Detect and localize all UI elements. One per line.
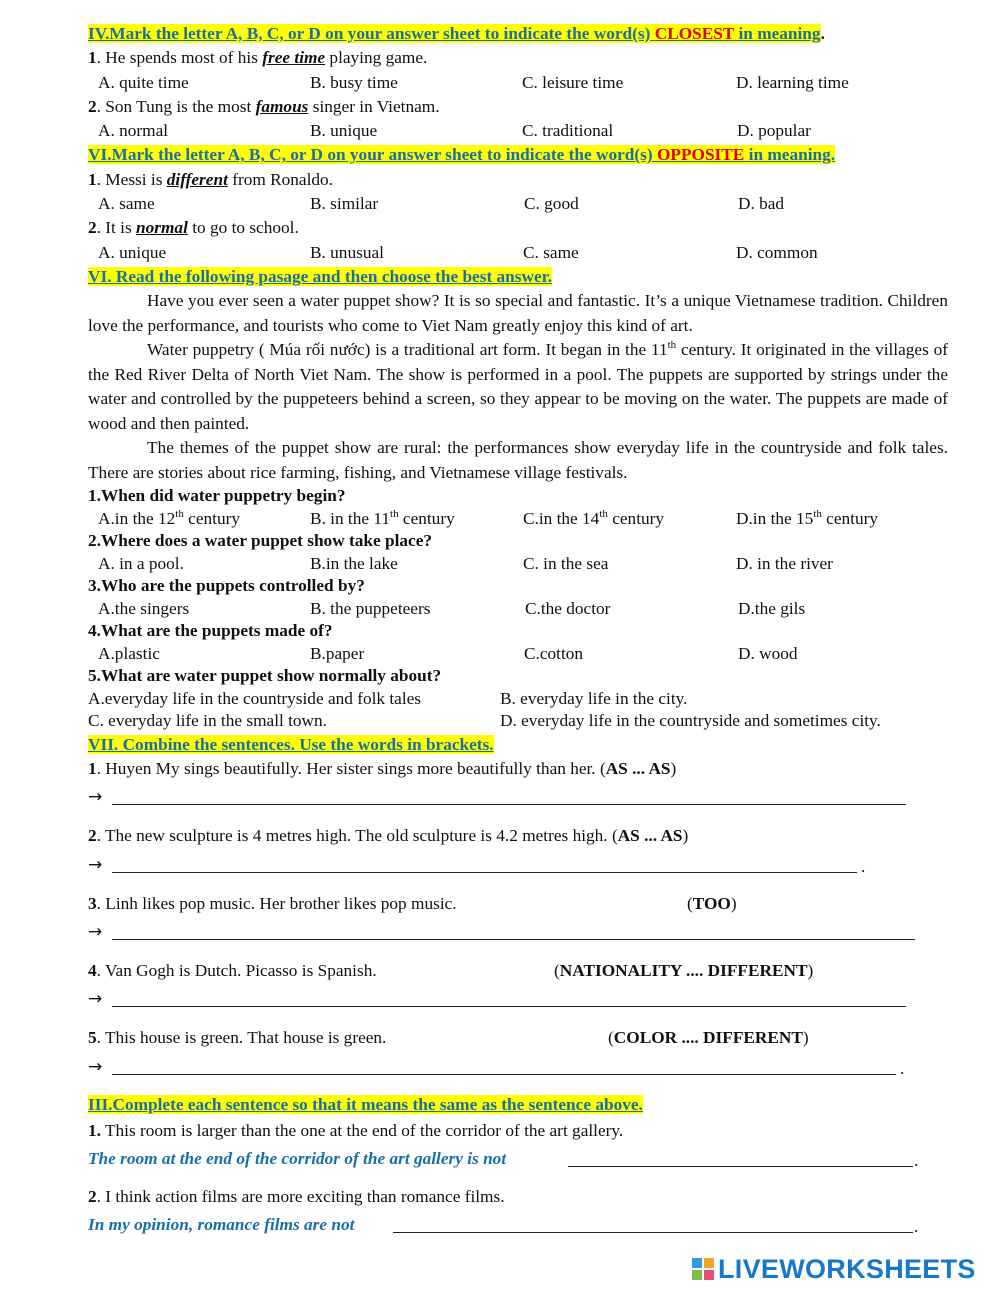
- option-c[interactable]: C.the doctor: [525, 598, 611, 618]
- option-b[interactable]: B. unique: [310, 121, 378, 141]
- answer-blank[interactable]: [112, 939, 915, 940]
- option-d[interactable]: D. common: [736, 242, 818, 262]
- option-d[interactable]: D. wood: [738, 643, 798, 663]
- options-row: [88, 508, 948, 531]
- option-b[interactable]: B. everyday life in the city.: [500, 688, 688, 708]
- answer-line: [88, 781, 948, 815]
- answer-blank[interactable]: [393, 1232, 913, 1233]
- option-d[interactable]: D.the gils: [738, 598, 806, 618]
- reading-question-2: 2.Where does a water puppet show take place?: [88, 531, 433, 551]
- passage-paragraph-1: Have you ever seen a water puppet show? It is so special and fantastic. It’s a unique Vietnamese tradition. Children love the performance, and tourists who come to Viet Nam greatly enjoy this kind of art.: [88, 291, 948, 335]
- section-vi-opposite-title: VI.Mark the letter A, B, C, or D on your answer sheet to indicate the word(s) OPPOSITE in meaning.: [88, 145, 836, 165]
- option-c[interactable]: C.cotton: [524, 643, 584, 663]
- question-text: 2. Son Tung is the most famous singer in Vietnam.: [88, 96, 440, 116]
- option-d[interactable]: D. bad: [738, 194, 785, 214]
- option-a[interactable]: A. in a pool.: [98, 553, 184, 573]
- option-b[interactable]: B. the puppeteers: [310, 598, 431, 618]
- rewrite-item-1: 1. This room is larger than the one at the end of the corridor of the art gallery.: [88, 1120, 624, 1140]
- option-c[interactable]: C. traditional: [522, 121, 614, 141]
- answer-line: [88, 916, 948, 950]
- passage-paragraph-3: The themes of the puppet show are rural: the performances show everyday life in the countryside and folk tales. There are stories about rice farming, fishing, and Vietnamese village festivals.: [88, 438, 948, 482]
- reading-question-3: 3.Who are the puppets controlled by?: [88, 576, 365, 596]
- answer-blank[interactable]: [112, 1006, 906, 1007]
- option-d[interactable]: D. everyday life in the countryside and sometimes city.: [500, 711, 881, 731]
- arrow-right-icon: →: [88, 921, 103, 942]
- reading-question-1: 1.When did water puppetry begin?: [88, 486, 346, 506]
- answer-blank[interactable]: [112, 804, 906, 805]
- arrow-right-icon: →: [88, 787, 103, 808]
- options-row: [88, 119, 948, 143]
- option-c[interactable]: C. leisure time: [522, 72, 624, 92]
- options-row: [88, 598, 948, 621]
- option-a[interactable]: A.everyday life in the countryside and folk tales: [88, 688, 422, 708]
- rewrite-item-2: 2. I think action films are more exciting than romance films.: [88, 1187, 505, 1207]
- option-b[interactable]: B. busy time: [310, 72, 398, 92]
- combine-item-3: 3. Linh likes pop music. Her brother likes pop music. (TOO): [88, 893, 737, 913]
- option-d[interactable]: D. in the river: [736, 553, 833, 573]
- question-text: 1. Messi is different from Ronaldo.: [88, 169, 333, 189]
- option-c[interactable]: C. good: [524, 194, 579, 214]
- combine-item-1: 1. Huyen My sings beautifully. Her sister sings more beautifully than her. (AS ... AS): [88, 759, 677, 779]
- question-text: 1. He spends most of his free time playing game.: [88, 48, 428, 68]
- option-b[interactable]: B. in the 11th century: [310, 508, 455, 528]
- options-row: [88, 192, 948, 216]
- option-a[interactable]: A. quite time: [98, 72, 189, 92]
- arrow-right-icon: →: [88, 1056, 103, 1077]
- option-a[interactable]: A.in the 12th century: [98, 508, 240, 528]
- rewrite-answer-2: In my opinion, romance films are not .: [88, 1215, 919, 1237]
- option-a[interactable]: A. normal: [98, 121, 169, 141]
- options-row: [88, 710, 948, 733]
- reading-question-5: 5.What are water puppet show normally about?: [88, 666, 442, 686]
- answer-line: → .: [88, 1056, 905, 1078]
- option-d[interactable]: D. popular: [737, 121, 811, 141]
- liveworksheets-logo: LIVEWORKSHEETS: [692, 1254, 976, 1284]
- option-c[interactable]: C. same: [523, 242, 579, 262]
- options-row: [88, 241, 948, 265]
- option-c[interactable]: C.in the 14th century: [523, 508, 665, 528]
- rewrite-answer-1: The room at the end of the corridor of the art gallery is not .: [88, 1149, 919, 1171]
- options-row: [88, 553, 948, 576]
- option-c[interactable]: C. in the sea: [523, 553, 609, 573]
- combine-item-2: 2. The new sculpture is 4 metres high. The old sculpture is 4.2 metres high. (AS ... AS): [88, 826, 689, 846]
- options-row: [88, 71, 948, 95]
- option-b[interactable]: B.paper: [310, 643, 365, 663]
- section-iii-title: III.Complete each sentence so that it means the same as the sentence above.: [88, 1094, 643, 1114]
- combine-item-4: 4. Van Gogh is Dutch. Picasso is Spanish. (NATIONALITY .... DIFFERENT): [88, 960, 814, 980]
- option-a[interactable]: A. unique: [98, 242, 167, 262]
- passage-paragraph-2: Water puppetry ( Múa rối nước) is a traditional art form. It began in the 11th century. It originated in the villages of the Red River Delta of North Viet Nam. The show is performed in a pool. The puppets are supported by strings under the water and controlled by the puppeteers behind a screen, so they appear to be moving on the water. The puppets are made of wood and then painted.: [88, 339, 948, 433]
- option-b[interactable]: B. similar: [310, 194, 379, 214]
- options-row: [88, 688, 948, 711]
- answer-blank[interactable]: [112, 872, 857, 873]
- combine-item-5: 5. This house is green. That house is green. (COLOR .... DIFFERENT): [88, 1028, 809, 1048]
- section-iv-title: IV.Mark the letter A, B, C, or D on your answer sheet to indicate the word(s) CLOSEST in meaning.: [88, 24, 825, 43]
- liveworksheets-icon: [692, 1258, 714, 1280]
- option-a[interactable]: A.the singers: [98, 598, 190, 618]
- question-text: 2. It is normal to go to school.: [88, 218, 299, 238]
- arrow-right-icon: →: [88, 989, 103, 1010]
- option-b[interactable]: B.in the lake: [310, 553, 398, 573]
- options-row: [88, 643, 948, 666]
- arrow-right-icon: →: [88, 854, 103, 875]
- answer-blank[interactable]: [112, 1074, 896, 1075]
- option-d[interactable]: D.in the 15th century: [736, 508, 878, 528]
- worksheet: [88, 22, 948, 1243]
- option-a[interactable]: A. same: [98, 194, 155, 214]
- option-c[interactable]: C. everyday life in the small town.: [88, 711, 328, 731]
- section-vii-title: VII. Combine the sentences. Use the words in brackets.: [88, 734, 494, 754]
- section-reading-title: VI. Read the following pasage and then choose the best answer.: [88, 266, 553, 286]
- answer-line: → .: [88, 854, 866, 876]
- option-d[interactable]: D. learning time: [736, 72, 849, 92]
- option-b[interactable]: B. unusual: [310, 242, 384, 262]
- answer-blank[interactable]: [568, 1166, 913, 1167]
- answer-line: [88, 983, 948, 1017]
- option-a[interactable]: A.plastic: [98, 643, 160, 663]
- reading-question-4: 4.What are the puppets made of?: [88, 621, 333, 641]
